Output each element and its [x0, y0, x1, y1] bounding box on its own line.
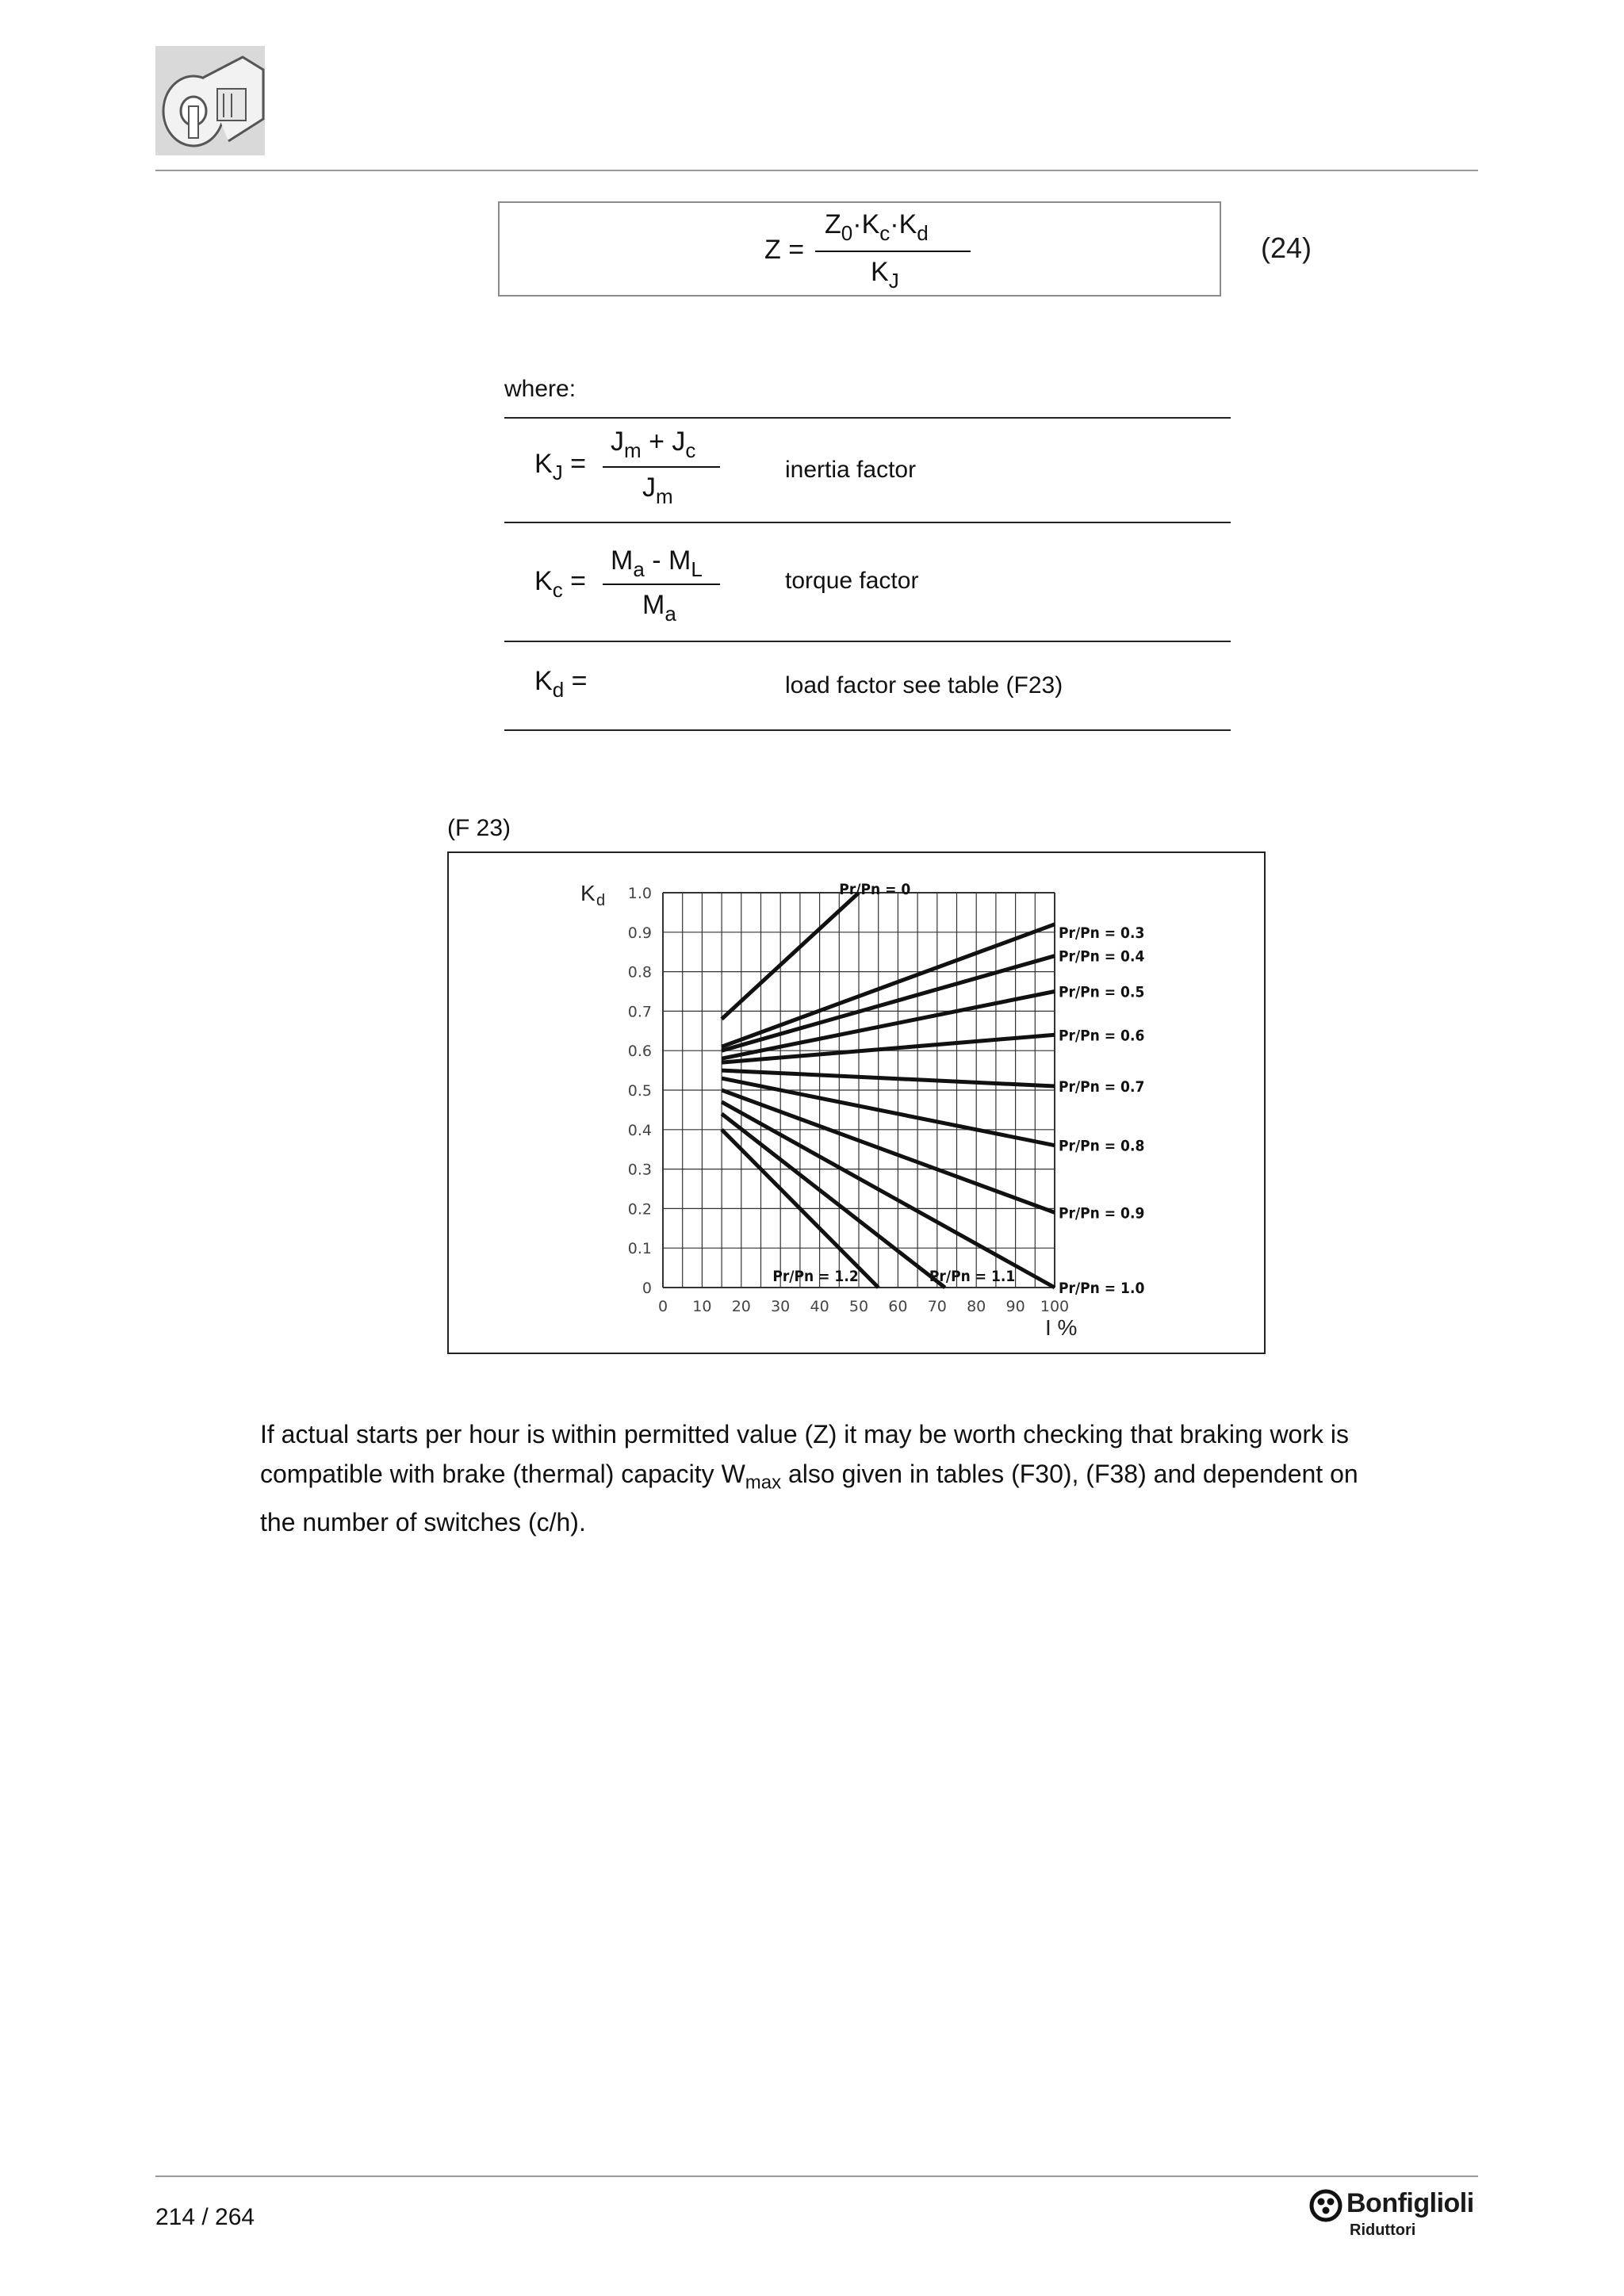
kc-denominator: $M_a$	[642, 590, 676, 626]
paragraph-line-3: the number of switches (c/h).	[260, 1508, 586, 1537]
x-tick-label: 70	[927, 1298, 947, 1315]
table-rule-bottom	[504, 729, 1231, 731]
curve-label: Pr/Pn = 1.2	[772, 1268, 859, 1286]
footer-divider	[155, 2175, 1478, 2177]
page-number: 214 / 264	[155, 2204, 255, 2230]
x-tick-label: 80	[967, 1298, 986, 1315]
series-line	[722, 1070, 1055, 1086]
x-tick-label: 0	[657, 1298, 668, 1315]
kj-numerator: $J_m + J_c$	[611, 427, 696, 462]
curve-label: Pr/Pn = 0.5	[1058, 983, 1145, 1001]
y-tick-label: 1.0	[627, 885, 652, 902]
kc-description: torque factor	[785, 568, 919, 594]
brand-subtitle: Riduttori	[1350, 2221, 1416, 2239]
formula-box	[498, 201, 1221, 297]
y-axis-title-sub: d	[596, 892, 606, 909]
y-tick-label: 0.4	[627, 1121, 652, 1139]
x-tick-label: 10	[692, 1298, 712, 1315]
kj-symbol: $K_J$ =	[534, 449, 586, 484]
paragraph-line-2: compatible with brake (thermal) capacity $W_{max}$ also given in tables (F30), (F38) and dependent on	[260, 1460, 1358, 1494]
y-tick-label: 0.2	[627, 1200, 652, 1219]
y-tick-label: 0.5	[627, 1082, 652, 1100]
y-tick-label: 0	[642, 1280, 652, 1297]
where-label: where:	[504, 376, 576, 402]
kc-symbol: $K_c$ =	[534, 566, 586, 602]
table-rule-1	[504, 522, 1231, 523]
series-line	[722, 1078, 1055, 1146]
paragraph	[260, 1414, 1497, 1542]
equation-fraction-bar	[815, 251, 971, 252]
curve-label: Pr/Pn = 0	[839, 881, 911, 899]
series-line	[722, 893, 859, 1019]
kc-numerator: $M_a - M_L$	[611, 545, 703, 581]
curve-label: Pr/Pn = 0.4	[1058, 947, 1145, 966]
y-tick-label: 0.7	[627, 1003, 652, 1021]
table-rule-top	[504, 417, 1231, 419]
brand-logo	[1308, 2188, 1483, 2244]
curve-label: Pr/Pn = 0.6	[1058, 1027, 1145, 1045]
brand-name: Bonfiglioli	[1346, 2188, 1474, 2218]
y-tick-label: 0.3	[627, 1161, 652, 1179]
y-tick-label: 0.1	[627, 1240, 652, 1258]
kd-symbol: $K_d$ =	[534, 666, 588, 702]
y-tick-label: 0.9	[627, 924, 652, 942]
x-axis-title: I %	[1045, 1315, 1078, 1340]
kd-description: load factor see table (F23)	[785, 672, 1063, 698]
curve-label: Pr/Pn = 0.3	[1058, 924, 1145, 942]
x-tick-label: 60	[888, 1298, 908, 1315]
equation-lhs: Z =	[764, 235, 805, 265]
curve-label: Pr/Pn = 1.0	[1058, 1280, 1145, 1297]
kj-fraction-bar	[603, 466, 720, 468]
x-tick-label: 40	[810, 1298, 829, 1315]
y-tick-label: 0.6	[627, 1043, 652, 1061]
header-divider	[155, 170, 1478, 171]
motor-icon	[155, 46, 265, 155]
x-tick-label: 20	[731, 1298, 751, 1315]
curve-label: Pr/Pn = 1.1	[929, 1268, 1016, 1286]
kc-fraction-bar	[603, 584, 720, 585]
kd-chart	[449, 853, 1264, 1353]
equation-numerator: $Z_0\cdot K_c\cdot K_d$	[825, 209, 929, 245]
figure-label: (F 23)	[447, 815, 511, 841]
equation-number: (24)	[1261, 232, 1312, 264]
series-line	[722, 924, 1055, 1047]
kj-denominator: $J_m$	[642, 473, 673, 508]
curve-label: Pr/Pn = 0.7	[1058, 1078, 1145, 1096]
x-tick-label: 90	[1005, 1298, 1025, 1315]
curve-label: Pr/Pn = 0.8	[1058, 1137, 1145, 1155]
y-tick-label: 0.8	[627, 963, 652, 982]
chart-box	[447, 851, 1266, 1354]
bonfiglioli-logo-icon	[1308, 2188, 1343, 2223]
x-tick-label: 30	[771, 1298, 791, 1315]
series-line	[722, 1114, 945, 1288]
kj-description: inertia factor	[785, 457, 917, 483]
equation-denominator: $K_J$	[871, 257, 899, 293]
table-rule-2	[504, 641, 1231, 642]
curve-label: Pr/Pn = 0.9	[1058, 1204, 1145, 1223]
x-tick-label: 50	[848, 1298, 869, 1315]
x-tick-label: 100	[1040, 1298, 1070, 1315]
paragraph-line-1: If actual starts per hour is within permitted value (Z) it may be worth checking that braking work is	[260, 1420, 1349, 1448]
y-axis-title: K	[580, 881, 596, 905]
